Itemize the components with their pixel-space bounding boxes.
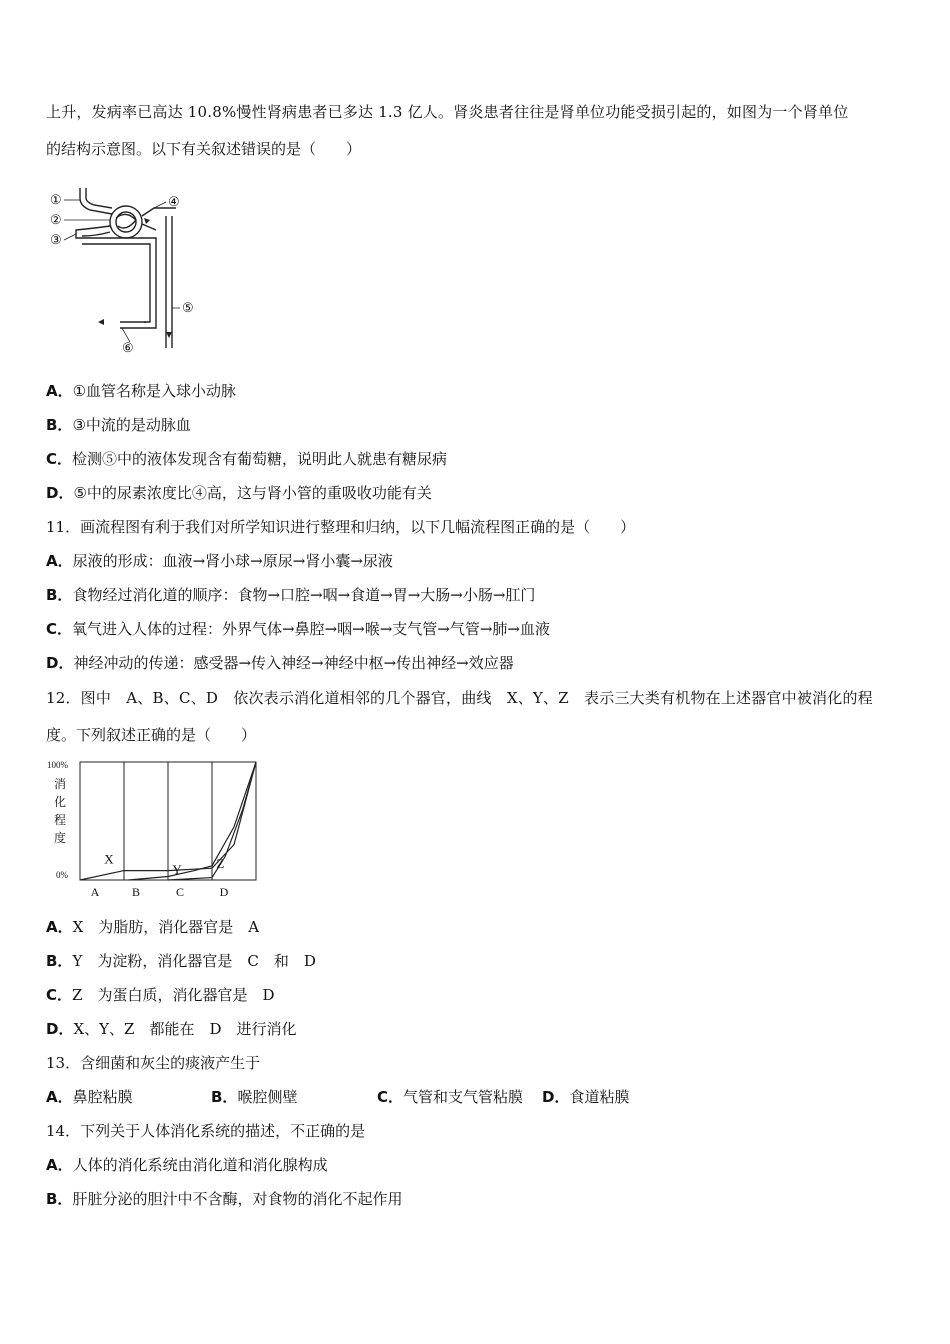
q11-option-d[interactable] (46, 653, 514, 673)
chart-annotation-z: Z (216, 856, 225, 872)
q13-option-c[interactable] (377, 1087, 523, 1107)
option-label: B． (46, 586, 73, 604)
chart-ytick-100: 100% (47, 760, 68, 770)
option-text: 气管和支气管粘膜 (403, 1088, 524, 1106)
q13-option-d[interactable] (542, 1087, 629, 1107)
chart-annotation-y: Y (172, 862, 182, 878)
option-label: B． (46, 952, 73, 970)
option-text: 人体的消化系统由消化道和消化腺构成 (72, 1156, 328, 1174)
option-label: D． (46, 654, 74, 672)
option-label: A． (46, 1088, 73, 1106)
q11-option-a[interactable] (46, 551, 393, 571)
q11-option-b[interactable] (46, 585, 535, 605)
option-text: ③中流的是动脉血 (72, 416, 191, 434)
option-label: C． (377, 1088, 404, 1106)
option-text: ⑤中的尿素浓度比④高，这与肾小管的重吸收功能有关 (73, 484, 432, 502)
option-label: A． (46, 918, 73, 936)
nephron-label-6: ⑥ (122, 340, 134, 355)
option-text: Y 为淀粉，消化器官是 C 和 D (72, 952, 316, 970)
chart-curve-y (128, 762, 256, 880)
option-text: 喉腔侧壁 (237, 1088, 298, 1106)
option-label: D． (46, 1020, 74, 1038)
nephron-label-1: ① (50, 192, 62, 207)
option-label: C． (46, 620, 73, 638)
option-text: 食物经过消化道的顺序：食物→口腔→咽→食道→胃→大肠→小肠→肛门 (72, 586, 536, 604)
q10-option-d[interactable] (46, 483, 432, 503)
option-text: 食道粘膜 (569, 1088, 630, 1106)
q12-stem-line2: 度。下列叙述正确的是（ ） (46, 726, 257, 744)
option-label: B． (46, 416, 73, 434)
option-label: D． (542, 1088, 570, 1106)
option-label: A． (46, 552, 73, 570)
q12-option-d[interactable] (46, 1019, 296, 1039)
q12-stem-line1: 12．图中 A、B、C、D 依次表示消化道相邻的几个器官，曲线 X、Y、Z 表示三大类有机物在上述器官中被消化的程 (46, 689, 873, 707)
q10-intro-line2: 的结构示意图。以下有关叙述错误的是（ ） (46, 140, 362, 158)
option-text: 氧气进入人体的过程：外界气体→鼻腔→咽→喉→支气管→气管→肺→血液 (72, 620, 550, 638)
option-text: 鼻腔粘膜 (72, 1088, 133, 1106)
nephron-label-4: ④ (168, 194, 180, 209)
chart-ylabel-char: 程 (54, 813, 67, 827)
q14-stem: 14．下列关于人体消化系统的描述，不正确的是 (46, 1122, 366, 1140)
nephron-label-5: ⑤ (182, 300, 194, 315)
q12-option-c[interactable] (46, 985, 274, 1005)
q14-option-a[interactable] (46, 1155, 328, 1175)
option-text: 检测⑤中的液体发现含有葡萄糖，说明此人就患有糖尿病 (72, 450, 448, 468)
option-text: 尿液的形成：血液→肾小球→原尿→肾小囊→尿液 (72, 552, 393, 570)
chart-ylabel-char: 消 (54, 777, 67, 791)
chart-category-label: C (175, 885, 185, 899)
option-label: A． (46, 382, 73, 400)
q13-option-a[interactable] (46, 1087, 133, 1107)
q11-stem: 11．画流程图有利于我们对所学知识进行整理和归纳，以下几幅流程图正确的是（ ） (46, 518, 636, 536)
q12-option-b[interactable] (46, 951, 316, 971)
option-label: D． (46, 484, 74, 502)
q11-option-c[interactable] (46, 619, 550, 639)
nephron-diagram (46, 188, 206, 356)
q14-option-b[interactable] (46, 1189, 402, 1209)
option-label: C． (46, 450, 73, 468)
option-text: X 为脂肪，消化器官是 A (72, 918, 260, 936)
chart-category-label: A (90, 885, 100, 899)
option-text: Z 为蛋白质，消化器官是 D (72, 986, 275, 1004)
q10-option-b[interactable] (46, 415, 191, 435)
q13-option-b[interactable] (211, 1087, 297, 1107)
digestion-chart (44, 756, 264, 902)
nephron-label-2: ② (50, 212, 62, 227)
option-label: B． (46, 1190, 73, 1208)
chart-ylabel-char: 度 (54, 831, 67, 845)
chart-category-label: D (219, 885, 229, 899)
chart-ytick-0: 0% (56, 870, 68, 880)
option-label: B． (211, 1088, 238, 1106)
q10-intro-line1: 上升，发病率已高达 10.8%慢性肾病患者已多达 1.3 亿人。肾炎患者往往是肾单位功能受损引起的，如图为一个肾单位 (46, 103, 849, 121)
nephron-label-3: ③ (50, 232, 62, 247)
option-text: X、Y、Z 都能在 D 进行消化 (73, 1020, 297, 1038)
option-text: 肝脏分泌的胆汁中不含酶，对食物的消化不起作用 (72, 1190, 403, 1208)
option-label: C． (46, 986, 73, 1004)
option-text: ①血管名称是入球小动脉 (72, 382, 237, 400)
q13-stem: 13．含细菌和灰尘的痰液产生于 (46, 1054, 261, 1072)
q12-option-a[interactable] (46, 917, 259, 937)
chart-ylabel-char: 化 (54, 795, 67, 809)
q10-option-a[interactable] (46, 381, 236, 401)
option-label: A． (46, 1156, 73, 1174)
option-text: 神经冲动的传递：感受器→传入神经→神经中枢→传出神经→效应器 (73, 654, 514, 672)
chart-annotation-x: X (104, 851, 114, 867)
q10-option-c[interactable] (46, 449, 447, 469)
chart-category-label: B (131, 885, 141, 899)
